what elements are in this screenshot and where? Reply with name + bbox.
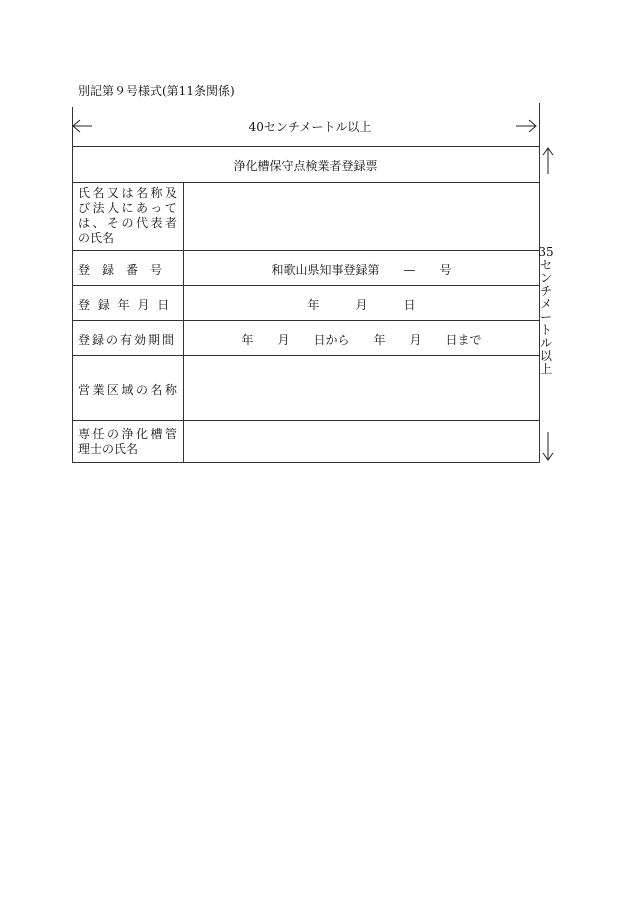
registration-number-label: 登 録 番 号: [78, 263, 163, 277]
height-note: 35 セ ン チ メ ー ト ル 以 上: [538, 245, 554, 376]
form-title: 浄化槽保守点検業者登録票: [233, 159, 378, 173]
name-label: 氏名又は名称及 び法人にあって は、その代表者 の氏名: [78, 186, 180, 245]
row-divider: [72, 250, 540, 251]
row-divider: [72, 182, 540, 183]
validity-period-value: 年 月 日から 年 月 日まで: [241, 333, 482, 347]
row-divider: [72, 355, 540, 356]
row-divider: [72, 285, 540, 286]
table-left-tick: [72, 107, 73, 146]
form-number-label: 別記第９号様式(第11条関係): [78, 84, 235, 98]
table-top-border: [72, 146, 540, 147]
manager-label: 専任の浄化槽管 理士の氏名: [78, 427, 180, 456]
registration-number-value: 和歌山県知事登録第 — 号: [271, 263, 452, 277]
row-divider: [72, 420, 540, 421]
table-left-border: [72, 146, 73, 462]
validity-period-label: 登録の有効期間: [78, 333, 177, 347]
registration-date-label: 登 録 年 月 日: [78, 298, 172, 312]
row-divider: [72, 320, 540, 321]
business-area-label: 営業区域の名称: [78, 383, 180, 397]
registration-date-value: 年 月 日: [307, 298, 416, 312]
width-note: 40センチメートル以上: [248, 120, 372, 134]
table-bottom-border: [72, 462, 540, 463]
label-column-divider: [183, 182, 184, 462]
